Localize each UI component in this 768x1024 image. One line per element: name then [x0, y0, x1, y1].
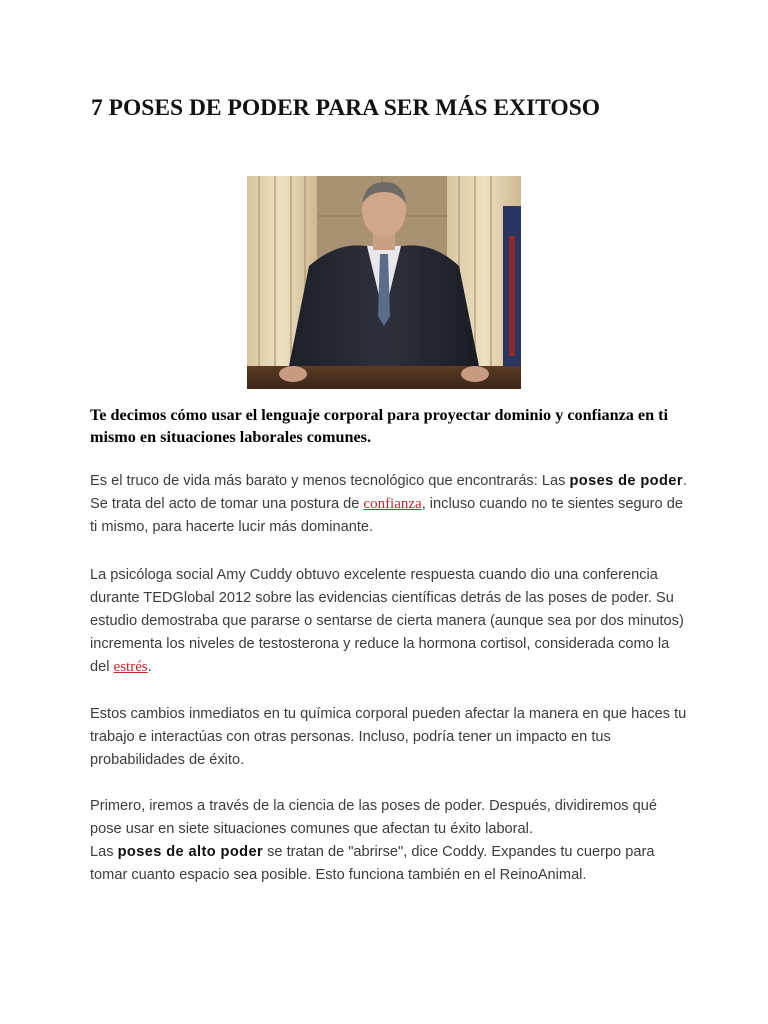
- paragraph-1-text-b: . Se trata del acto de tomar una postura de: [90, 473, 687, 512]
- paragraph-1-emphasis: poses de poder: [569, 473, 683, 489]
- paragraph-1: [90, 470, 690, 539]
- paragraph-4-text-a: Primero, iremos a través de la ciencia de las poses de poder. Después, dividiremos qué pose usar en siete situaciones comunes que afectan tu éxito laboral.: [90, 798, 658, 837]
- paragraph-4: [90, 795, 690, 887]
- paragraph-4-text-c: se tratan de "abrirse", dice Coddy. Expandes tu cuerpo para tomar cuanto espacio sea posible. Esto funciona también en el ReinoAnimal.: [90, 844, 655, 883]
- article-title: 7 POSES DE PODER PARA SER MÁS EXITOSO: [91, 95, 601, 121]
- paragraph-2-text-a: La psicóloga social Amy Cuddy obtuvo excelente respuesta cuando dio una conferencia durante TEDGlobal 2012 sobre las evidencias científicas detrás de las poses de poder. Su estudio demostraba que pararse o sentarse de cierta manera (aunque sea por dos minutos) incrementa los niveles de testosterona y reduce la hormona cortisol, considerada como la del: [90, 567, 684, 675]
- paragraph-2-text-b: .: [147, 659, 152, 675]
- article-lead: Te decimos cómo usar el lenguaje corporal para proyectar dominio y confianza en ti mismo en situaciones laborales comunes.: [90, 406, 669, 446]
- paragraph-4-text-b: Las: [90, 844, 118, 860]
- paragraph-2: [90, 564, 690, 679]
- paragraph-1-text-a: Es el truco de vida más barato y menos tecnológico que encontrarás: Las: [90, 473, 570, 489]
- confianza-link[interactable]: confianza: [363, 496, 422, 512]
- paragraph-1-text-c: , incluso cuando no te sientes seguro de ti mismo, para hacerte lucir más dominante.: [90, 496, 683, 535]
- paragraph-3: Estos cambios inmediatos en tu química corporal pueden afectar la manera en que haces tu trabajo e interactúas con otras personas. Incluso, podría tener un impacto en tus probabilidades de éxito.: [90, 706, 687, 768]
- article-photo: [247, 176, 521, 389]
- paragraph-4-emphasis: poses de alto poder: [117, 844, 264, 860]
- estres-link[interactable]: estrés: [113, 659, 148, 675]
